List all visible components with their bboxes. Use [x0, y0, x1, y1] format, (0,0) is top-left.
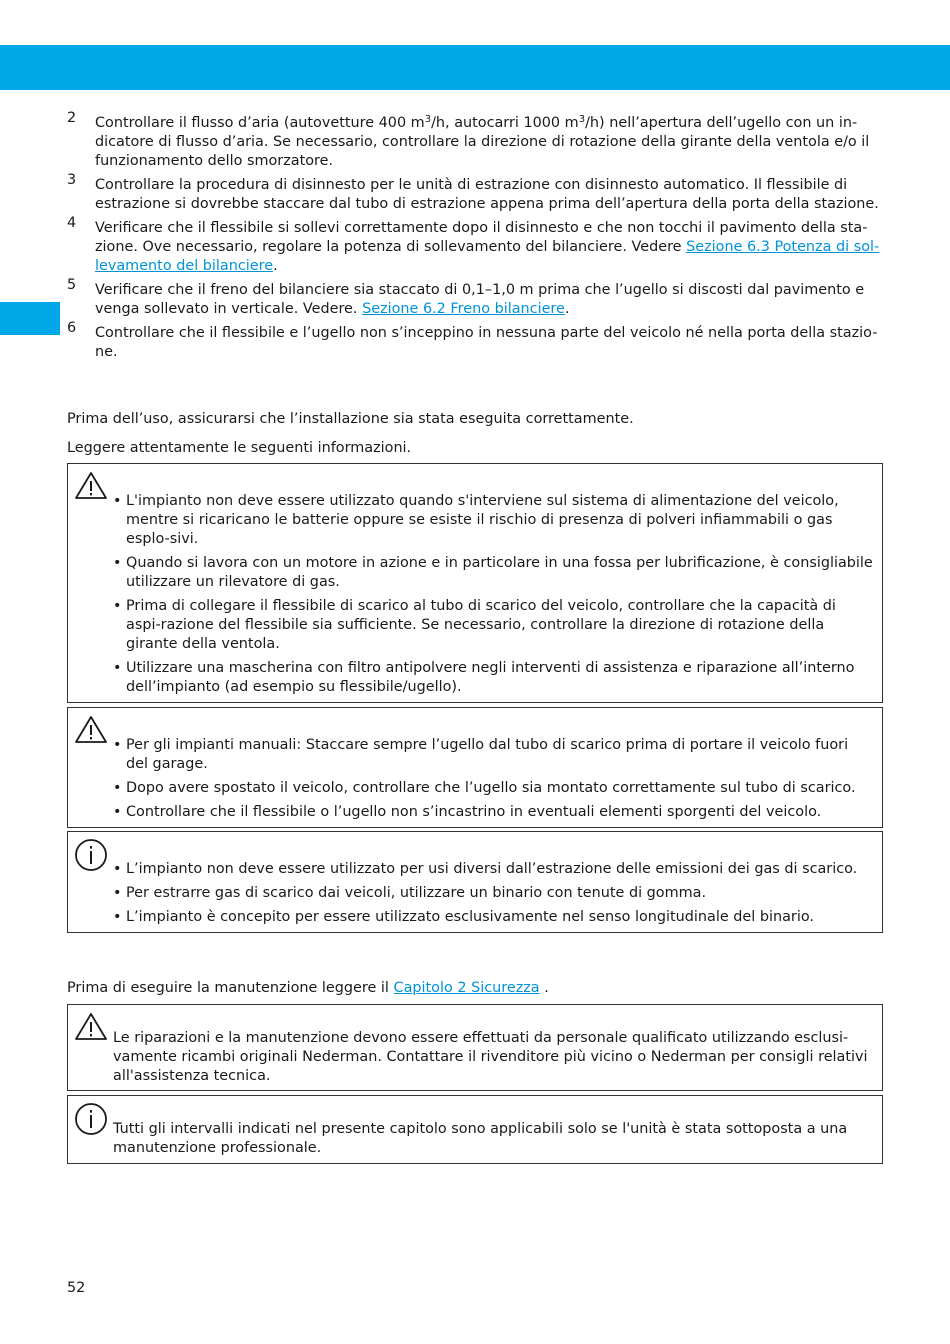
warning-item: • Quando si lavora con un motore in azione e in particolare in una fossa per lubrificazione, è consigliabile utilizzare un rilevatore di gas. [113, 554, 874, 592]
header-bar [0, 45, 950, 90]
side-chapter-tab [0, 302, 60, 335]
read-info-paragraph: Leggere attentamente le seguenti informazioni. [67, 440, 412, 456]
step-item: 6 Controllare che il flessibile e l’ugello non s’inceppino in nessuna parte del veicolo né nella porta della stazio-ne. [67, 320, 878, 360]
step-item: 5 Verificare che il freno del bilanciere sia staccato di 0,1–1,0 m prima che l’ugello si discosti dal pavimento e venga sollevato in verticale. Vedere. Sezione 6.2 Freno bilanciere. [67, 277, 865, 317]
info-box [67, 1095, 883, 1164]
info-text: Tutti gli intervalli indicati nel presente capitolo sono applicabili solo se l'unità è stata sottoposta a una manutenzione professionale. [113, 1121, 848, 1156]
step-item: 3 Controllare la procedura di disinnesto per le unità di estrazione con disinnesto automatico. Il flessibile di estrazione si dovrebbe staccare dal tubo di estrazione appena prima dell’apertura della porta della stazione. [67, 172, 879, 212]
warning-triangle-icon [74, 714, 108, 746]
warning-item: • Prima di collegare il flessibile di scarico al tubo di scarico del veicolo, controllare che la capacità di aspi-razione del flessibile sia sufficiente. Se necessario, controllare la direzione di rotazione della girante della ventola. [113, 597, 874, 654]
warning-item: • L'impianto non deve essere utilizzato quando s'interviene sul sistema di alimentazione del veicolo, mentre si ricaricano le batterie oppure se esiste il rischio di presenza di polveri infiammabili o gas esplo-sivi. [113, 492, 874, 549]
intro-paragraph: Prima dell’uso, assicurarsi che l’installazione sia stata eseguita correttamente. [67, 411, 634, 427]
warning-item: • Dopo avere spostato il veicolo, controllare che l’ugello sia montato correttamente sul tubo di scarico. [113, 779, 874, 798]
maintenance-paragraph: Prima di eseguire la manutenzione leggere il Capitolo 2 Sicurezza . [67, 980, 549, 996]
warning-triangle-icon [74, 470, 108, 502]
step-number: 5 [67, 277, 77, 293]
step-number: 6 [67, 320, 77, 336]
info-item: • Per estrarre gas di scarico dai veicoli, utilizzare un binario con tenute di gomma. [113, 884, 874, 903]
info-circle-icon [74, 1102, 108, 1136]
info-box [67, 831, 883, 933]
warning-item: • Utilizzare una mascherina con filtro antipolvere negli interventi di assistenza e riparazione all’interno dell’impianto (ad esempio su flessibile/ugello). [113, 659, 874, 697]
step-number: 4 [67, 215, 77, 231]
warning-text: Le riparazioni e la manutenzione devono essere effettuati da personale qualificato utilizzando esclusi-vamente ricambi originali Nederman. Contattare il rivenditore più vicino o Nederman per consigli relativi all'assistenza tecnica. [113, 1030, 868, 1084]
warning-box [67, 463, 883, 703]
warning-box [67, 1004, 883, 1091]
section-link-6-3[interactable]: Sezione 6.3 Potenza di sol-levamento del bilanciere [95, 239, 880, 274]
page-number: 52 [67, 1280, 86, 1296]
section-link-6-2[interactable]: Sezione 6.2 Freno bilanciere [362, 301, 565, 317]
steps-list [67, 110, 883, 367]
info-item: • L’impianto è concepito per essere utilizzato esclusivamente nel senso longitudinale del binario. [113, 908, 874, 927]
chapter-link-safety[interactable]: Capitolo 2 Sicurezza [393, 980, 540, 996]
step-item: 2 Controllare il flusso d’aria (autovetture 400 $m^3/h$, autocarri 1000 $m^3/h$) nell’apertura dell’ugello con un in-dicatore di flusso d’aria. Se necessario, controllare la direzione di rotazione della girante della ventola e/o il funzionamento dello smorzatore. [67, 110, 870, 169]
warning-item: • Controllare che il flessibile o l’ugello non s’incastrino in eventuali elementi sporgenti del veicolo. [113, 803, 874, 822]
warning-triangle-icon [74, 1011, 108, 1043]
warning-box [67, 707, 883, 828]
step-item: 4 Verificare che il flessibile si sollevi correttamente dopo il disinnesto e che non tocchi il pavimento della sta-zione. Ove necessario, regolare la potenza di sollevamento del bilanciere. Vedere Sezione 6.3 Potenza di sol-levamento del bilanciere. [67, 215, 880, 274]
info-item: • L’impianto non deve essere utilizzato per usi diversi dall’estrazione delle emissioni dei gas di scarico. [113, 860, 874, 879]
warning-item: • Per gli impianti manuali: Staccare sempre l’ugello dal tubo di scarico prima di portare il veicolo fuori del garage. [113, 736, 874, 774]
info-circle-icon [74, 838, 108, 872]
step-number: 2 [67, 110, 77, 126]
step-number: 3 [67, 172, 77, 188]
